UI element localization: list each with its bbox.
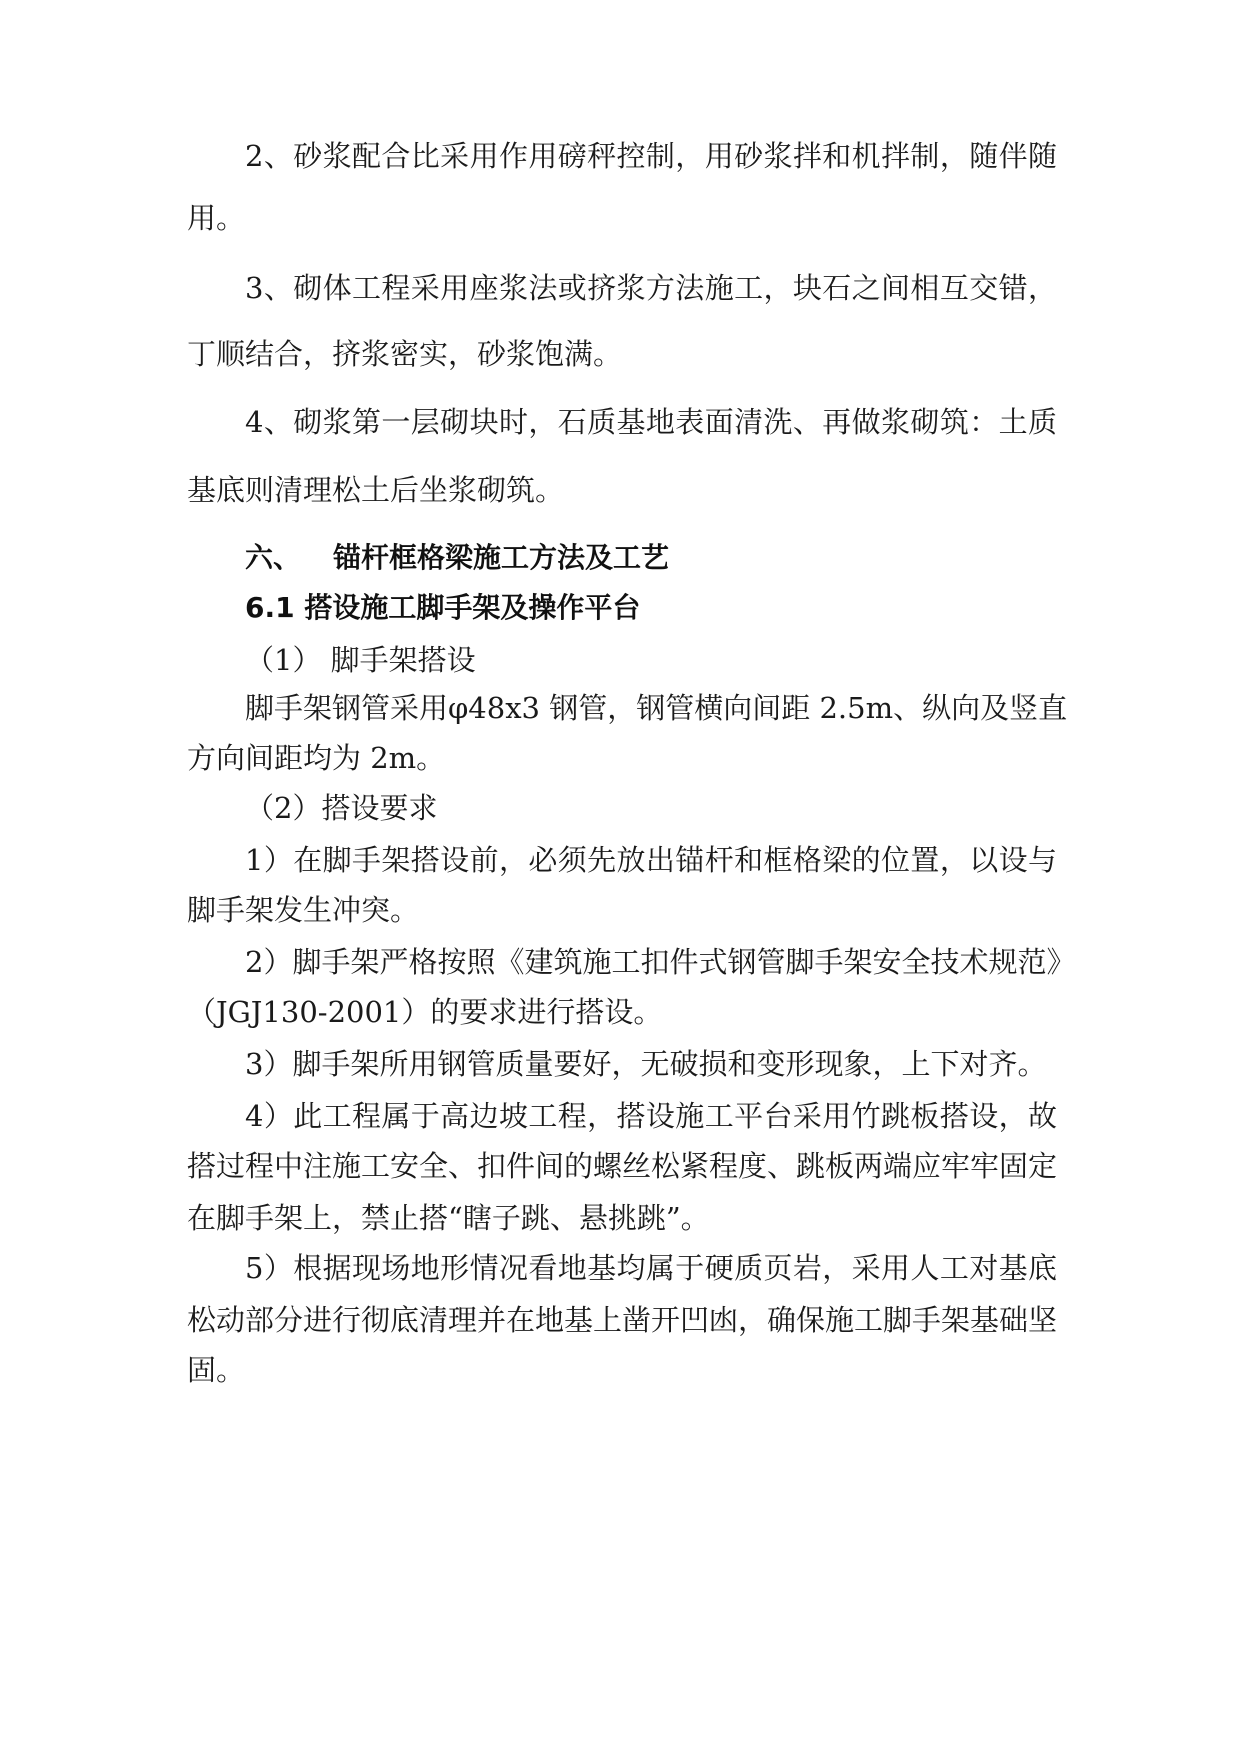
section-number: 六、 — [245, 541, 302, 574]
section-heading — [245, 540, 669, 576]
subsection-heading: 6.1 搭设施工脚手架及操作平台 — [245, 591, 641, 624]
paragraph-4-line-1: 4、砌浆第一层砌块时，石质基地表面清洗、再做浆砌筑：土质 — [245, 405, 1057, 439]
requirement-5-line-1: 5）根据现场地形情况看地基均属于硬质页岩，采用人工对基底 — [245, 1251, 1057, 1285]
paragraph-3-line-1: 3、砌体工程采用座浆法或挤浆方法施工，块石之间相互交错， — [245, 271, 1057, 305]
requirement-2-line-2: （JGJ130-2001）的要求进行搭设。 — [187, 995, 663, 1029]
paragraph-2-line-1: 2、砂浆配合比采用作用磅秤控制，用砂浆拌和机拌制，随伴随 — [245, 139, 1057, 173]
requirement-3-line-1: 3）脚手架所用钢管质量要好，无破损和变形现象，上下对齐。 — [245, 1047, 1047, 1081]
requirement-1-line-1: 1）在脚手架搭设前，必须先放出锚杆和框格梁的位置，以设与 — [245, 843, 1057, 877]
item-1-heading: （1） 脚手架搭设 — [245, 643, 476, 677]
item-2-heading: （2）搭设要求 — [245, 791, 438, 825]
paragraph-2-line-2: 用。 — [187, 201, 246, 235]
requirement-5-line-2: 松动部分进行彻底清理并在地基上凿开凹凼，确保施工脚手架基础坚 — [187, 1303, 1058, 1337]
requirement-5-line-3: 固。 — [187, 1353, 246, 1387]
requirement-1-line-2: 脚手架发生冲突。 — [187, 893, 420, 927]
item-1-line-1: 脚手架钢管采用φ48x3 钢管，钢管横向间距 2.5m、纵向及竖直 — [245, 691, 1068, 725]
requirement-4-line-2: 搭过程中注施工安全、扣件间的螺丝松紧程度、跳板两端应牢牢固定 — [187, 1149, 1058, 1183]
section-title: 锚杆框格梁施工方法及工艺 — [333, 541, 670, 574]
paragraph-3-line-2: 丁顺结合，挤浆密实，砂浆饱满。 — [187, 337, 623, 371]
requirement-2-line-1: 2）脚手架严格按照《建筑施工扣件式钢管脚手架安全技术规范》 — [245, 945, 1076, 979]
paragraph-4-line-2: 基底则清理松土后坐浆砌筑。 — [187, 473, 565, 507]
requirement-4-line-3: 在脚手架上，禁止搭“瞎子跳、悬挑跳”。 — [187, 1201, 710, 1235]
item-1-line-2: 方向间距均为 2m。 — [187, 741, 446, 775]
requirement-4-line-1: 4）此工程属于高边坡工程，搭设施工平台采用竹跳板搭设，故 — [245, 1099, 1057, 1133]
